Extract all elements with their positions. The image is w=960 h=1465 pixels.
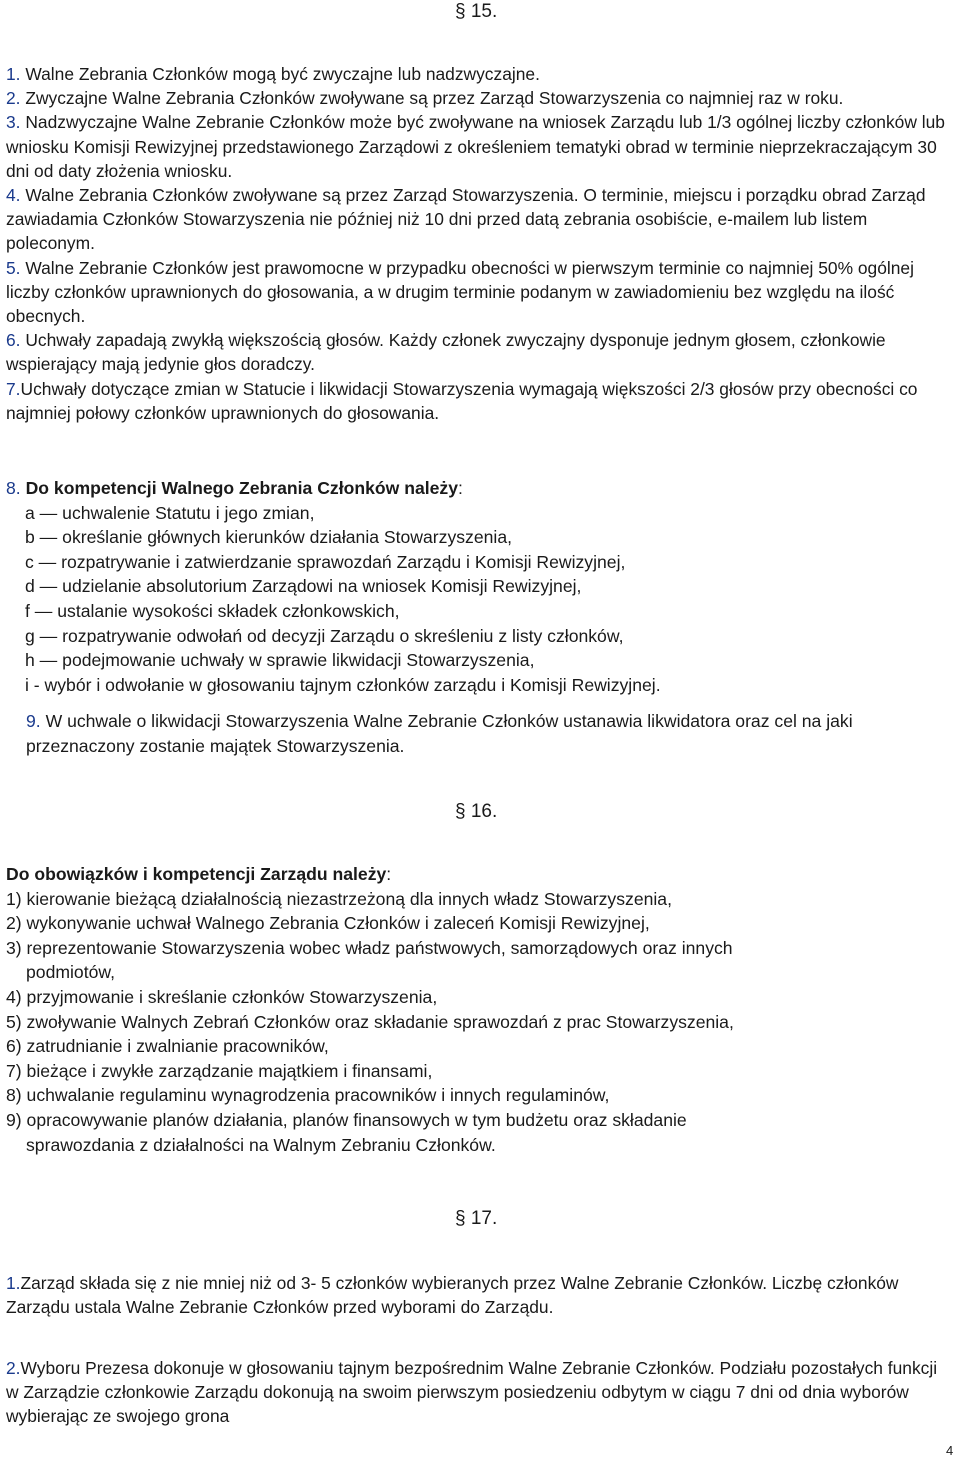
point-number: 9.	[26, 711, 41, 731]
duty-item: 6) zatrudnianie i zwalnianie pracowników,	[6, 1036, 329, 1057]
page-number: 4	[946, 1443, 954, 1458]
s17-point-1	[6, 1271, 954, 1319]
point-number: 2.	[6, 88, 21, 109]
s15-point-6	[6, 328, 954, 376]
point-8-colon: :	[458, 478, 463, 498]
duty-item: 1) kierowanie bieżącą działalnością niezastrzeżoną dla innych władz Stowarzyszenia,	[6, 888, 672, 909]
section-16-header: § 16.	[455, 801, 498, 822]
point-text: Wyboru Prezesa dokonuje w głosowaniu tajnym bezpośrednim Walne Zebranie Członków. Podziału pozostałych funkcji w Zarządzie członkowie Zarządu dokonują na swoim pierwszym posiedzeniu odbytym w ciągu 7 dni od dnia wyborów wybierając ze swojego grona	[6, 1358, 938, 1427]
section-15-header: § 15.	[455, 1, 498, 22]
point-number: 6.	[6, 330, 21, 351]
point-text: Uchwały zapadają zwykłą większością głosów. Każdy członek zwyczajny dysponuje jednym głosem, członkowie wspierający mają jedynie głos doradczy.	[6, 330, 886, 375]
section-15-body	[6, 62, 954, 425]
s15-point-8	[6, 476, 954, 697]
point-text: W uchwale o likwidacji Stowarzyszenia Walne Zebranie Członków ustanawia likwidatora oraz cel na jaki przeznaczony zostanie majątek Stowarzyszenia.	[26, 711, 853, 756]
point-text: Zarząd składa się z nie mniej niż od 3- 5 członków wybieranych przez Walne Zebranie Członków. Liczbę członków Zarządu ustala Walne Zebranie Członków przed wyborami do Zarządu.	[6, 1273, 899, 1318]
duty-item: 9) opracowywanie planów działania, planów finansowych w tym budżetu oraz składanie	[6, 1109, 687, 1130]
s15-point-2	[6, 86, 954, 110]
list-item: g — rozpatrywanie odwołań od decyzji Zarządu o skreśleniu z listy członków,	[25, 625, 624, 646]
point-number: 2.	[6, 1358, 21, 1378]
duty-item: 4) przyjmowanie i skreślanie członków Stowarzyszenia,	[6, 986, 438, 1007]
section-16-body	[6, 862, 954, 1157]
point-8-heading: Do kompetencji Walnego Zebrania Członków należy	[25, 478, 458, 498]
point-number: 1.	[6, 1273, 21, 1293]
point-text: Walne Zebrania Członków mogą być zwyczajne lub nadzwyczajne.	[20, 64, 540, 84]
duty-item-continuation: sprawozdania z działalności na Walnym Zebraniu Członków.	[26, 1134, 496, 1155]
point-number: 1.	[6, 64, 21, 84]
list-item: a — uchwalenie Statutu i jego zmian,	[25, 502, 315, 523]
list-item: d — udzielanie absolutorium Zarządowi na wniosek Komisji Rewizyjnej,	[25, 576, 582, 597]
duty-item: 2) wykonywanie uchwał Walnego Zebrania Członków i zaleceń Komisji Rewizyjnej,	[6, 913, 650, 934]
competence-list	[6, 501, 954, 698]
list-item: f — ustalanie wysokości składek członkowskich,	[25, 600, 400, 621]
section-16-heading-line	[6, 862, 954, 887]
section-17-header: § 17.	[455, 1208, 498, 1229]
list-item: c — rozpatrywanie i zatwierdzanie sprawozdań Zarządu i Komisji Rewizyjnej,	[25, 551, 626, 572]
point-text: Walne Zebrania Członków zwoływane są przez Zarząd Stowarzyszenia. O terminie, miejscu i porządku obrad Zarząd zawiadamia Członków Stowarzyszenia nie później niż 10 dni przed datą zebrania osobiście, e-mailem lub listem poleconym.	[6, 185, 926, 254]
duty-item: 8) uchwalanie regulaminu wynagrodzenia pracowników i innych regulaminów,	[6, 1085, 610, 1106]
list-item: b — określanie głównych kierunków działania Stowarzyszenia,	[25, 527, 512, 548]
section-16-heading: Do obowiązków i kompetencji Zarządu należy	[6, 864, 387, 884]
duty-item: 3) reprezentowanie Stowarzyszenia wobec władz państwowych, samorządowych oraz innych	[6, 937, 733, 958]
s15-point-5	[6, 256, 954, 329]
point-text: Nadzwyczajne Walne Zebranie Członków może być zwoływane na wniosek Zarządu lub 1/3 ogólnej liczby członków lub wniosku Komisji Rewizyjnej przedstawionego Zarządowi z określeniem tematyki obrad w terminie nieprzekraczającym 30 dni od daty złożenia wniosku.	[6, 112, 945, 181]
duty-item-continuation: podmiotów,	[26, 962, 115, 983]
point-number: 8.	[6, 478, 21, 498]
point-8-heading-line	[6, 476, 954, 501]
point-text: Zwyczajne Walne Zebrania Członków zwoływane są przez Zarząd Stowarzyszenia co najmniej raz w roku.	[20, 88, 844, 109]
point-text: Walne Zebranie Członków jest prawomocne w przypadku obecności w pierwszym terminie co najmniej 50% ogólnej liczby członków uprawnionych do głosowania, a w drugim terminie podanym w zawiadomieniu bez względu na ilość obecnych.	[6, 257, 914, 327]
point-number: 3.	[6, 112, 21, 133]
s15-point-1	[6, 62, 954, 86]
s15-point-7	[6, 377, 954, 425]
duty-item: 7) bieżące i zwykłe zarządzanie majątkiem i finansami,	[6, 1060, 433, 1081]
s15-point-3	[6, 110, 954, 183]
s15-point-4	[6, 183, 954, 256]
duty-item: 5) zwoływanie Walnych Zebrań Członków oraz składanie sprawozdań z prac Stowarzyszenia,	[6, 1011, 734, 1032]
point-number: 4.	[6, 185, 21, 206]
s15-point-9	[26, 709, 946, 758]
point-number: 7.	[6, 378, 21, 399]
list-item: i - wybór i odwołanie w głosowaniu tajnym członków zarządu i Komisji Rewizyjnej.	[25, 674, 661, 695]
s17-point-2	[6, 1356, 954, 1429]
section-16-colon: :	[386, 864, 392, 884]
list-item: h — podejmowanie uchwały w sprawie likwidacji Stowarzyszenia,	[25, 650, 535, 671]
point-text: Uchwały dotyczące zmian w Statucie i likwidacji Stowarzyszenia wymagają większości 2/3 głosów przy obecności co najmniej połowy członków uprawnionych do głosowania.	[6, 378, 918, 423]
point-number: 5.	[6, 257, 21, 278]
